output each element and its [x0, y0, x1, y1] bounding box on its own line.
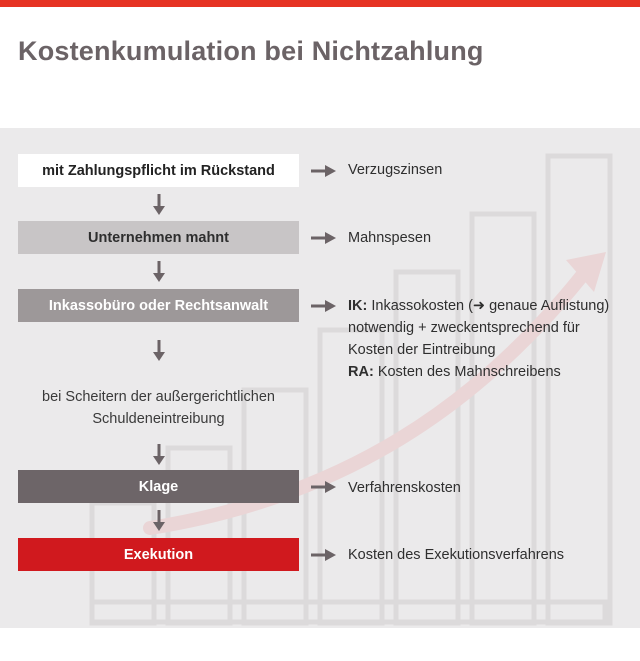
failure-note-line2: Schuldeneintreibung	[92, 411, 225, 427]
top-accent-bar	[0, 0, 640, 7]
ik-label: IK:	[348, 298, 368, 314]
arrow-down-icon	[149, 340, 169, 362]
step-collection-agency-box: Inkassobüro oder Rechtsanwalt	[18, 289, 299, 322]
step-arrears-box: mit Zahlungspflicht im Rückstand	[18, 154, 299, 187]
arrow-down-icon	[149, 444, 169, 466]
arrow-down-icon	[149, 261, 169, 283]
result-execution-costs: Kosten des Exekutionsverfahrens	[348, 547, 565, 563]
failure-note-line1: bei Scheitern der außergerichtlichen	[42, 389, 275, 405]
ra-label: RA:	[348, 364, 374, 380]
result-reminder-fees: Mahnspesen	[348, 230, 432, 246]
ik-line-3: Kosten der Eintreibung	[348, 342, 496, 358]
page-title: Kostenkumulation bei Nichtzahlung	[18, 36, 484, 66]
arrow-down-icon	[149, 194, 169, 216]
result-default-interest: Verzugszinsen	[348, 162, 443, 178]
result-procedure-costs: Verfahrenskosten	[348, 480, 461, 496]
arrow-right-icon	[311, 164, 337, 178]
step-reminder-box: Unternehmen mahnt	[18, 221, 299, 254]
ra-line	[348, 361, 609, 383]
arrow-right-icon	[311, 480, 337, 494]
ra-text: Kosten des Mahnschreibens	[377, 364, 561, 380]
step-lawsuit-box: Klage	[18, 470, 299, 503]
ik-line-2: notwendig + zweckentsprechend für	[348, 320, 580, 336]
result-collection-costs	[348, 295, 609, 383]
arrow-right-icon	[311, 231, 337, 245]
ik-line	[348, 295, 609, 317]
failure-note	[18, 386, 299, 430]
arrow-right-icon	[311, 299, 337, 313]
arrow-right-icon	[311, 548, 337, 562]
ik-text: Inkassokosten (➜ genaue Auflistung)	[371, 298, 610, 314]
arrow-down-icon	[149, 510, 169, 532]
step-execution-box: Exekution	[18, 538, 299, 571]
